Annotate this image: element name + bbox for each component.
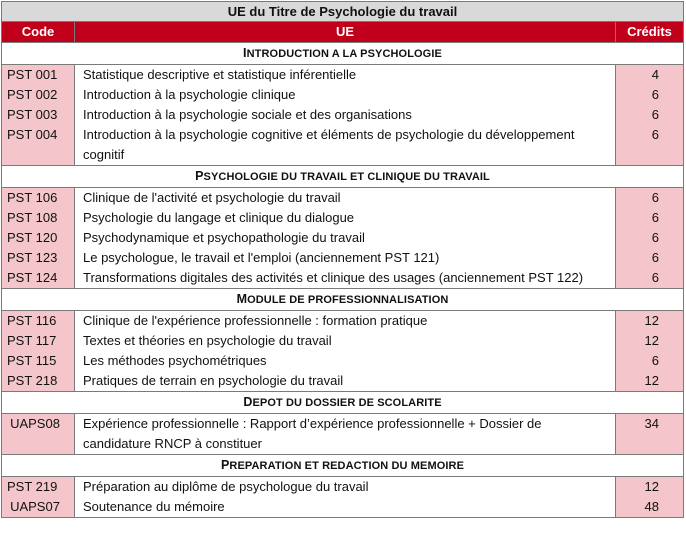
section-title-rest: REPARATION ET REDACTION DU MEMOIRE xyxy=(229,460,465,472)
table-row xyxy=(2,105,684,125)
table-row xyxy=(2,228,684,248)
cell-credits: 4 xyxy=(616,65,684,86)
ue-table xyxy=(1,1,684,518)
cell-code: PST 004 xyxy=(2,125,75,166)
table-row xyxy=(2,85,684,105)
cell-ue: Transformations digitales des activités et clinique des usages (anciennement PST 122) xyxy=(75,268,616,289)
cell-credits: 12 xyxy=(616,371,684,392)
section-header-row xyxy=(2,392,684,414)
cell-credits: 6 xyxy=(616,268,684,289)
cell-ue: Soutenance du mémoire xyxy=(75,497,616,518)
cell-credits: 48 xyxy=(616,497,684,518)
cell-credits: 12 xyxy=(616,477,684,498)
table-title-row xyxy=(2,2,684,22)
table-row xyxy=(2,125,684,166)
section-header-row xyxy=(2,455,684,477)
cell-ue: Introduction à la psychologie cognitive et éléments de psychologie du développement cognitif xyxy=(75,125,616,166)
section-header-row xyxy=(2,43,684,65)
cell-code: PST 115 xyxy=(2,351,75,371)
table-row xyxy=(2,497,684,518)
section-title-rest: ODULE DE PROFESSIONNALISATION xyxy=(247,294,449,306)
cell-credits: 12 xyxy=(616,311,684,332)
cell-credits: 6 xyxy=(616,228,684,248)
table-row xyxy=(2,311,684,332)
table-row xyxy=(2,371,684,392)
cell-code: PST 002 xyxy=(2,85,75,105)
cell-credits: 6 xyxy=(616,188,684,209)
cell-credits: 6 xyxy=(616,125,684,166)
section-title-initial: M xyxy=(236,292,248,306)
section-title-initial: I xyxy=(243,46,247,60)
cell-code: PST 116 xyxy=(2,311,75,332)
cell-code: PST 117 xyxy=(2,331,75,351)
cell-code: UAPS08 xyxy=(2,414,75,455)
table-title: UE du Titre de Psychologie du travail xyxy=(2,2,684,22)
cell-credits: 6 xyxy=(616,85,684,105)
section-title-initial: P xyxy=(195,169,204,183)
cell-credits: 12 xyxy=(616,331,684,351)
section-title-rest: EPOT DU DOSSIER DE SCOLARITE xyxy=(252,397,442,409)
cell-ue: Psychologie du langage et clinique du dialogue xyxy=(75,208,616,228)
cell-ue: Pratiques de terrain en psychologie du travail xyxy=(75,371,616,392)
cell-ue: Introduction à la psychologie sociale et des organisations xyxy=(75,105,616,125)
section-title xyxy=(2,289,684,311)
cell-code: UAPS07 xyxy=(2,497,75,518)
header-row xyxy=(2,22,684,43)
cell-code: PST 218 xyxy=(2,371,75,392)
cell-ue: Les méthodes psychométriques xyxy=(75,351,616,371)
table-row xyxy=(2,188,684,209)
cell-credits: 6 xyxy=(616,351,684,371)
cell-ue: Le psychologue, le travail et l'emploi (anciennement PST 121) xyxy=(75,248,616,268)
cell-code: PST 124 xyxy=(2,268,75,289)
cell-ue: Préparation au diplôme de psychologue du travail xyxy=(75,477,616,498)
cell-credits: 6 xyxy=(616,248,684,268)
cell-code: PST 003 xyxy=(2,105,75,125)
cell-credits: 6 xyxy=(616,208,684,228)
cell-code: PST 123 xyxy=(2,248,75,268)
section-header-row xyxy=(2,289,684,311)
cell-code: PST 219 xyxy=(2,477,75,498)
cell-code: PST 120 xyxy=(2,228,75,248)
header-ue: UE xyxy=(75,22,616,43)
cell-ue: Textes et théories en psychologie du travail xyxy=(75,331,616,351)
table-row xyxy=(2,351,684,371)
cell-credits: 34 xyxy=(616,414,684,455)
cell-ue: Introduction à la psychologie clinique xyxy=(75,85,616,105)
section-title-rest: SYCHOLOGIE DU TRAVAIL ET CLINIQUE DU TRAVAIL xyxy=(203,171,490,183)
cell-code: PST 001 xyxy=(2,65,75,86)
cell-code: PST 106 xyxy=(2,188,75,209)
cell-ue: Psychodynamique et psychopathologie du travail xyxy=(75,228,616,248)
cell-credits: 6 xyxy=(616,105,684,125)
section-title xyxy=(2,392,684,414)
cell-ue: Clinique de l'activité et psychologie du travail xyxy=(75,188,616,209)
section-title-rest: NTRODUCTION A LA PSYCHOLOGIE xyxy=(246,48,442,60)
cell-ue: Expérience professionnelle : Rapport d’expérience professionnelle + Dossier de candidature RNCP à constituer xyxy=(75,414,616,455)
table-row xyxy=(2,248,684,268)
section-title-initial: P xyxy=(220,458,230,472)
cell-code: PST 108 xyxy=(2,208,75,228)
header-credits: Crédits xyxy=(616,22,684,43)
table-row xyxy=(2,268,684,289)
table-row xyxy=(2,414,684,455)
cell-ue: Clinique de l'expérience professionnelle : formation pratique xyxy=(75,311,616,332)
section-header-row xyxy=(2,166,684,188)
table-row xyxy=(2,331,684,351)
table-row xyxy=(2,208,684,228)
section-title xyxy=(2,43,684,65)
table-row xyxy=(2,477,684,498)
cell-ue: Statistique descriptive et statistique inférentielle xyxy=(75,65,616,86)
section-title xyxy=(2,455,684,477)
table-row xyxy=(2,65,684,86)
header-code: Code xyxy=(2,22,75,43)
section-title-initial: D xyxy=(243,395,253,409)
section-title xyxy=(2,166,684,188)
